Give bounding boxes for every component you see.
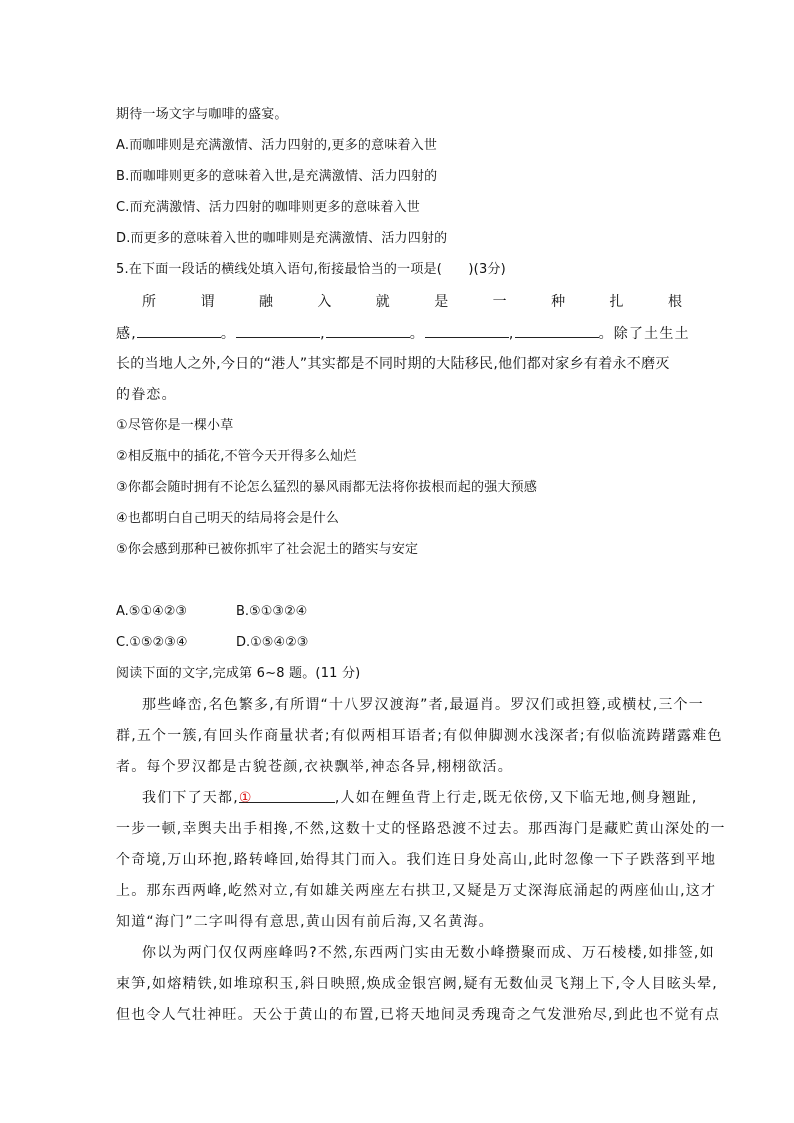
q5-char: 所 (142, 294, 156, 310)
q5-item-1: ①尽管你是一棵小草 (116, 418, 234, 433)
q4-option-c: C.而充满激情、活力四射的咖啡则更多的意味着入世 (116, 200, 421, 215)
p3-line3: 但也令人气壮神旺。天公于黄山的布置,已将天地间灵秀瑰奇之气发泄殆尽,到此也不觉有点 (116, 1007, 721, 1023)
q5-item-3: ③你都会随时拥有不论怎么猛烈的暴风雨都无法将你拔根而起的强大预感 (116, 480, 538, 495)
p1-line1: 那些峰峦,名色繁多,有所谓“十八罗汉渡海”者,最逼肖。罗汉们或担簦,或横杖,三个一 (142, 697, 704, 713)
q5-item-5: ⑤你会感到那种已被你抓牢了社会泥土的踏实与安定 (116, 542, 419, 557)
q5-line2-start: 感, (116, 326, 137, 342)
blank-marker: ① (238, 790, 253, 806)
q5-sentence-line2 (116, 323, 690, 344)
reading-instruction: 阅读下面的文字,完成第 6~8 题。(11 分) (116, 666, 361, 681)
p2-start: 我们下了天都, (142, 790, 239, 806)
q5-question: 5.在下面一段话的横线处填入语句,衔接最恰当的一项是( )(3分) (116, 262, 506, 277)
fill-blank-3[interactable] (326, 323, 410, 338)
p2-line3: 个奇境,万山环抱,路转峰回,始得其门而入。我们连日身处高山,此时忽像一下子跌落到平地 (116, 852, 717, 868)
fill-blank-1[interactable] (137, 323, 221, 338)
q5-char: 根 (667, 294, 682, 310)
q5-char: 谓 (200, 294, 215, 310)
p2-line5: 知道“海门”二字叫得有意思,黄山因有前后海,又名黄海。 (116, 914, 494, 930)
q5-char: 扎 (609, 294, 624, 310)
q4-option-b: B.而咖啡则更多的意味着入世,是充满激情、活力四射的 (116, 169, 438, 184)
q5-choice-c: C.①⑤②③④ (116, 635, 188, 650)
p1-line2: 群,五个一簇,有回头作商量状者;有似两相耳语者;有似伸脚测水浅深者;有似临流踌躇露难色 (116, 728, 723, 744)
q5-char: 融 (258, 294, 273, 310)
intro-line: 期待一场文字与咖啡的盛宴。 (116, 107, 288, 122)
fill-blank-2[interactable] (236, 323, 320, 338)
q5-item-2: ②相反瓶中的插花,不管今天开得多么灿烂 (116, 449, 357, 464)
p2-line4: 上。那东西两峰,屹然对立,有如雄关两座左右拱卫,又疑是万丈深海底涌起的两座仙山,这才 (116, 883, 717, 899)
q5-char: 就 (375, 294, 390, 310)
q5-sentence-line4: 的眷恋。 (116, 387, 177, 403)
q5-item-4: ④也都明白自己明天的结局将会是什么 (116, 511, 340, 526)
q5-char: 是 (434, 294, 449, 310)
q5-sentence-line3: 长的当地人之外,今日的“港人”其实都是不同时期的大陆移民,他们都对家乡有着永不磨灭 (116, 356, 670, 372)
q5-choice-a: A.⑤①④②③ (116, 604, 188, 619)
fill-blank-4[interactable] (425, 323, 509, 338)
punctuation: , (508, 326, 515, 342)
q5-choice-d: D.①⑤④②③ (236, 635, 309, 650)
q5-char: 一 (492, 294, 507, 310)
q5-choice-b: B.⑤①③②④ (236, 604, 308, 619)
q4-option-a: A.而咖啡则是充满激情、活力四射的,更多的意味着入世 (116, 138, 438, 153)
p1-line3: 者。每个罗汉都是古貌苍颜,衣袂飘举,神态各异,栩栩欲活。 (116, 759, 513, 775)
q5-sentence-line1 (142, 292, 682, 312)
p2-rest: ,人如在鲤鱼背上行走,既无依傍,又下临无地,侧身翘趾, (334, 790, 698, 806)
punctuation: 。 (598, 326, 614, 342)
q5-char: 入 (317, 294, 332, 310)
p3-line2: 束笋,如熔精铁,如堆琼积玉,斜日映照,焕成金银宫阙,疑有无数仙灵飞翔上下,令人目眩头晕, (116, 976, 718, 992)
q5-line2-end: 除了土生土 (613, 326, 690, 342)
p3-line1: 你以为两门仅仅两座峰吗?不然,东西两门实由无数小峰攒聚而成、万石棱楼,如排签,如 (142, 945, 715, 961)
q4-option-d: D.而更多的意味着入世的咖啡则是充满激情、活力四射的 (116, 231, 448, 246)
p2-line2: 一步一顿,幸舆夫出手相搀,不然,这数十丈的怪路恐渡不过去。那西海门是藏贮黄山深处的一 (116, 821, 726, 837)
punctuation: , (320, 326, 326, 342)
fill-blank-marker[interactable] (238, 788, 335, 806)
punctuation: 。 (409, 326, 425, 342)
p2-line1 (142, 788, 698, 808)
punctuation: 。 (220, 326, 237, 342)
fill-blank-5[interactable] (515, 323, 599, 338)
q5-char: 种 (551, 294, 566, 310)
